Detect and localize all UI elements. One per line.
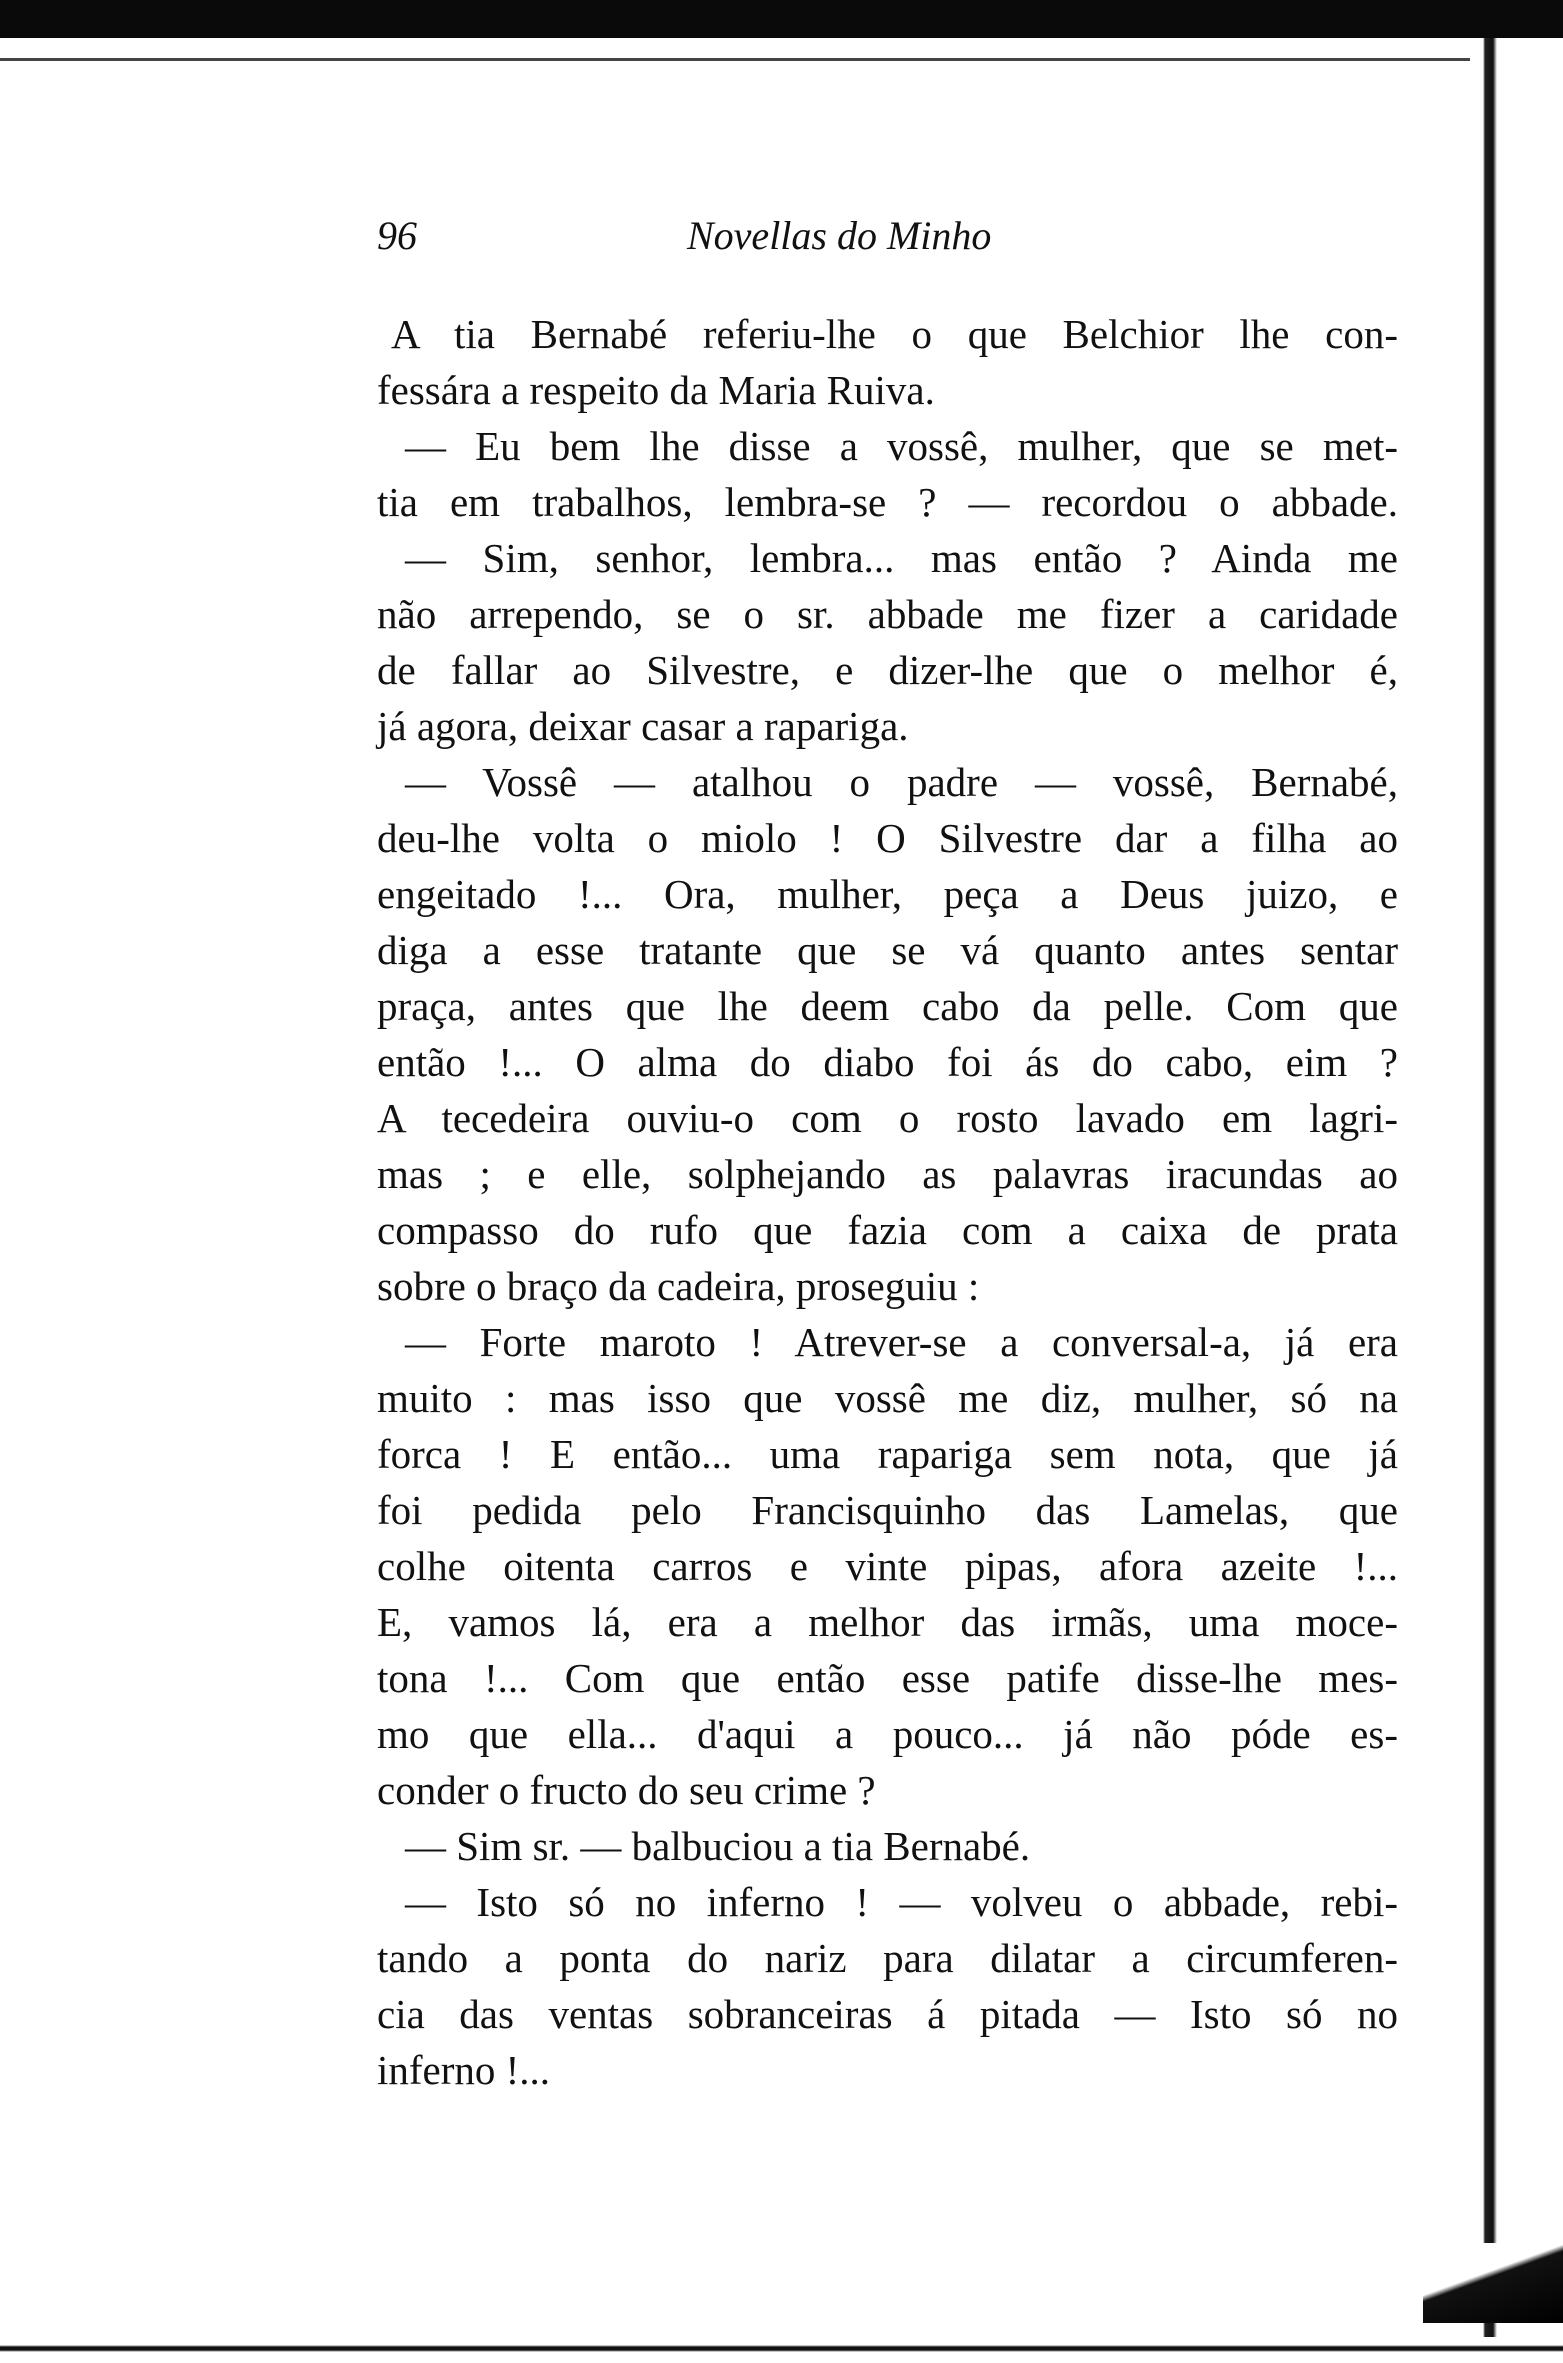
text-line: muito : mas isso que vossê me diz, mulher, só na bbox=[377, 1375, 1398, 1421]
text-line: deu-lhe volta o miolo ! O Silvestre dar a filha ao bbox=[377, 815, 1398, 861]
text-line: — Sim, senhor, lembra... mas então ? Ainda me bbox=[405, 535, 1398, 581]
text-line: conder o fructo do seu crime ? bbox=[377, 1767, 876, 1813]
text-line: de fallar ao Silvestre, e dizer-lhe que o melhor é, bbox=[377, 647, 1398, 693]
text-line: A tecedeira ouviu-o com o rosto lavado em lagri- bbox=[377, 1095, 1398, 1141]
text-line: foi pedida pelo Francisquinho das Lamelas, que bbox=[377, 1487, 1398, 1533]
scan-top-rule bbox=[0, 58, 1470, 61]
text-line: fessára a respeito da Maria Ruiva. bbox=[377, 367, 935, 413]
text-line: sobre o braço da cadeira, proseguiu : bbox=[377, 1263, 980, 1309]
text-line: tia em trabalhos, lembra-se ? — recordou o abbade. bbox=[377, 479, 1398, 525]
text-line: — Vossê — atalhou o padre — vossê, Bernabé, bbox=[405, 759, 1398, 805]
text-line: diga a esse tratante que se vá quanto antes sentar bbox=[377, 927, 1398, 973]
text-line: tando a ponta do nariz para dilatar a circumferen- bbox=[377, 1935, 1398, 1981]
text-line: — Sim sr. — balbuciou a tia Bernabé. bbox=[405, 1823, 1031, 1869]
text-line: engeitado !... Ora, mulher, peça a Deus juizo, e bbox=[377, 871, 1398, 917]
text-line: E, vamos lá, era a melhor das irmãs, uma moce- bbox=[377, 1599, 1398, 1645]
text-line: mo que ella... d'aqui a pouco... já não póde es- bbox=[377, 1711, 1398, 1757]
text-line: colhe oitenta carros e vinte pipas, afora azeite !... bbox=[377, 1543, 1398, 1589]
scan-right-edge bbox=[1473, 38, 1563, 2363]
text-line: forca ! E então... uma rapariga sem nota, que já bbox=[377, 1431, 1398, 1477]
text-line: então !... O alma do diabo foi ás do cabo, eim ? bbox=[377, 1039, 1398, 1085]
text-line: não arrependo, se o sr. abbade me fizer a caridade bbox=[377, 591, 1398, 637]
text-line: tona !... Com que então esse patife disse-lhe mes- bbox=[377, 1655, 1398, 1701]
text-line: compasso do rufo que fazia com a caixa de prata bbox=[377, 1207, 1398, 1253]
page-header bbox=[377, 212, 1082, 268]
text-line: mas ; e elle, solphejando as palavras iracundas ao bbox=[377, 1151, 1398, 1197]
text-line: inferno !... bbox=[377, 2047, 551, 2093]
text-line: — Forte maroto ! Atrever-se a conversal-a, já era bbox=[405, 1319, 1398, 1365]
text-line: — Isto só no inferno ! — volveu o abbade, rebi- bbox=[405, 1879, 1398, 1925]
text-line: já agora, deixar casar a rapariga. bbox=[377, 703, 909, 749]
scan-bottom-edge bbox=[0, 2337, 1563, 2363]
text-line: A tia Bernabé referiu-lhe o que Belchior lhe con- bbox=[391, 311, 1398, 357]
text-line: praça, antes que lhe deem cabo da pelle. Com que bbox=[377, 983, 1398, 1029]
text-line: — Eu bem lhe disse a vossê, mulher, que se met- bbox=[405, 423, 1398, 469]
page-number: 96 bbox=[377, 213, 417, 258]
text-line: cia das ventas sobranceiras á pitada — Isto só no bbox=[377, 1991, 1398, 2037]
scan-top-edge bbox=[0, 0, 1563, 38]
body-text bbox=[377, 306, 1398, 2098]
scan-bottom-corner bbox=[1423, 2243, 1563, 2323]
running-title: Novellas do Minho bbox=[687, 213, 992, 258]
